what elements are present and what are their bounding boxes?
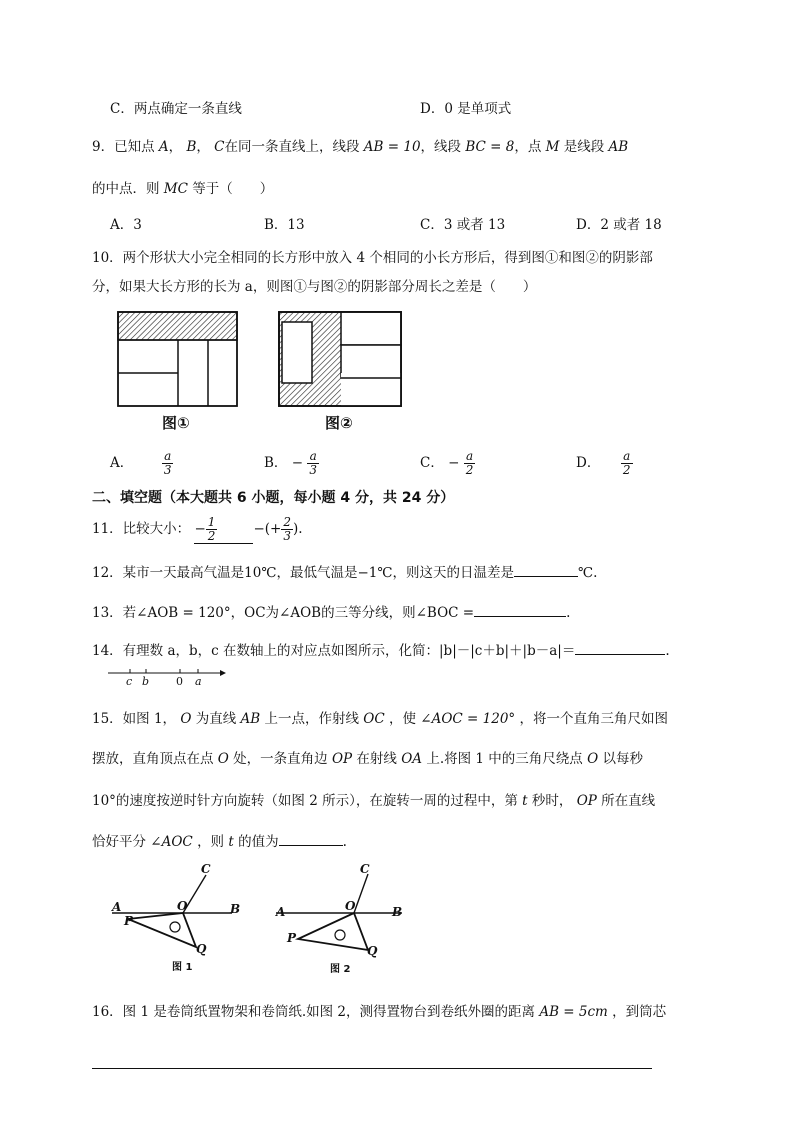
- q15-text: 在射线: [356, 751, 397, 767]
- q16-text: ，到筒芯: [612, 1004, 667, 1020]
- fig1-label-p: P: [124, 914, 134, 928]
- q8-option-d: D．0 是单项式: [420, 101, 512, 117]
- fig1-label-b: B: [230, 902, 241, 916]
- point-b: B: [186, 139, 197, 155]
- option-label: B．: [264, 455, 288, 471]
- section-2-title: 二、填空题（本大题共 6 小题，每小题 4 分，共 24 分）: [92, 490, 455, 506]
- angle-aoc-value: ∠AOC = 120°: [420, 711, 516, 727]
- q10-line1: 10．两个形状大小完全相同的长方形中放入 4 个相同的小长方形后，得到图①和图②的阴影部: [92, 250, 653, 266]
- numerator: 1: [207, 515, 216, 529]
- q13-text: 13．若∠AOB = 120°，OC为∠AOB的三等分线，则∠BOC =: [92, 605, 475, 621]
- ray-oc: OC: [363, 711, 385, 727]
- q9-text: ，点: [514, 139, 542, 155]
- point-o: O: [180, 711, 192, 727]
- q15-figure-1: [112, 875, 232, 947]
- axis-label-a: a: [195, 675, 202, 688]
- bc-equation: BC = 8: [465, 139, 515, 155]
- q15-text: 处，一条直角边: [233, 751, 328, 767]
- numerator: a: [464, 450, 476, 464]
- q11-end: .: [298, 521, 303, 537]
- denominator: 2: [207, 529, 216, 543]
- fig2-caption: 图 2: [330, 964, 351, 975]
- side-op: OP: [576, 793, 597, 809]
- fig2-label: 图②: [325, 414, 353, 432]
- q15-text: 所在直线: [601, 793, 656, 809]
- fig1-label-c: C: [201, 862, 211, 876]
- q15-text: 秒时，: [531, 793, 573, 809]
- numerator: 2: [283, 515, 291, 529]
- q14-text: 14．有理数 a，b，c 在数轴上的对应点如图所示，化简：|b|－|c＋b|＋|b－a|＝: [92, 643, 576, 659]
- fig2-label-c: C: [360, 862, 370, 876]
- q15-text: ，将一个直角三角尺如图: [519, 711, 668, 727]
- q9-text: 等于（ ）: [192, 181, 274, 197]
- q13-end: .: [566, 605, 571, 621]
- q9-text: ，线段: [420, 139, 462, 155]
- denominator: 3: [309, 463, 317, 477]
- option-label: A．: [110, 455, 134, 471]
- fig2-label-o: O: [345, 899, 356, 913]
- denominator: 3: [163, 463, 172, 477]
- footer-rule: [92, 1068, 652, 1069]
- fig1-label-q: Q: [196, 942, 207, 956]
- ruler-hole-fig2: [335, 930, 345, 940]
- ruler-hole-fig1: [170, 922, 180, 932]
- option-label: D．: [576, 455, 601, 471]
- fig1-label-a: A: [112, 900, 122, 914]
- point-c: C: [214, 139, 225, 155]
- option-label: C．: [420, 455, 444, 471]
- fig1-label: 图①: [162, 414, 190, 432]
- point-m: M: [545, 139, 560, 155]
- q9-number: 9．: [92, 139, 115, 155]
- option-sign: −: [291, 455, 304, 471]
- q12-unit: ℃.: [577, 565, 598, 581]
- segment-ab: AB: [608, 139, 629, 155]
- comma: ，: [196, 139, 210, 155]
- q14-end: .: [665, 643, 670, 659]
- q16: [92, 1000, 666, 1020]
- denominator: 3: [283, 529, 291, 543]
- fig2-label-a: A: [276, 905, 286, 919]
- q15-text: 摆放，直角顶点在点: [92, 751, 214, 767]
- axis-label-c: c: [126, 675, 133, 688]
- axis-label-b: b: [142, 675, 150, 688]
- point-a: A: [158, 139, 169, 155]
- triangle-ruler-fig1: [128, 913, 196, 947]
- ab-equation: AB = 10: [363, 139, 421, 155]
- q9-option-d: D．2 或者 18: [576, 217, 662, 233]
- q9-text: 是线段: [563, 139, 605, 155]
- numerator: a: [162, 450, 174, 464]
- q15-text: 上.将图 1 中的三角尺绕点: [426, 751, 583, 767]
- q15-text: 恰好平分: [92, 834, 146, 850]
- q15-end: .: [342, 834, 347, 850]
- q9-text: 已知点: [114, 139, 155, 155]
- point-o: O: [587, 751, 599, 767]
- axis-label-0: 0: [176, 675, 183, 688]
- q15-text: 上一点，作射线: [264, 711, 359, 727]
- q9-text: 在同一条直线上，线段: [224, 139, 360, 155]
- q15-text: 为直线: [195, 711, 237, 727]
- q9-option-b: B．13: [264, 217, 305, 233]
- q15-text: 的值为: [238, 834, 279, 850]
- fig1-label-o: O: [177, 899, 188, 913]
- fig2-label-q: Q: [367, 944, 378, 958]
- q12-text: 12．某市一天最高气温是10℃，最低气温是−1℃，则这天的日温差是: [92, 565, 514, 581]
- fig1-caption: 图 1: [172, 962, 193, 973]
- comma: ，: [168, 139, 183, 155]
- q10-line2: 分，如果大长方形的长为 a，则图①与图②的阴影部分周长之差是（ ）: [92, 279, 537, 295]
- denominator: 2: [465, 463, 474, 477]
- angle-aoc: ∠AOC: [150, 834, 193, 850]
- q15-text: 10°的速度按逆时针方向旋转（如图 2 所示），在旋转一周的过程中，第: [92, 793, 518, 809]
- fig2-label-p: P: [287, 931, 297, 945]
- q15-text: ，使: [389, 711, 416, 727]
- q9-text: 的中点．则: [92, 181, 160, 197]
- ray-oc-fig2: [354, 874, 368, 913]
- denominator: 2: [622, 463, 631, 477]
- line-ab: AB: [240, 711, 261, 727]
- numerator: a: [621, 450, 633, 464]
- q9-option-a: A．3: [110, 217, 142, 233]
- ray-oa: OA: [401, 751, 423, 767]
- q15-text: 以每秒: [602, 751, 643, 767]
- side-op: OP: [331, 751, 353, 767]
- var-t: t: [228, 834, 234, 850]
- fig2-label-b: B: [392, 905, 403, 919]
- q16-text: 16．图 1 是卷筒纸置物架和卷筒纸.如图 2，测得置物台到卷纸外圈的距离: [92, 1004, 536, 1020]
- minus-sign: −: [194, 521, 206, 537]
- q8-option-c: C．两点确定一条直线: [110, 101, 242, 117]
- q15-text: 15．如图 1，: [92, 711, 177, 727]
- q15-text: ，则: [197, 834, 225, 850]
- option-sign: −: [448, 455, 460, 471]
- numerator: a: [307, 450, 319, 464]
- q11-right-open: −(+: [253, 521, 282, 537]
- q9-option-c: C．3 或者 13: [420, 217, 506, 233]
- triangle-ruler-fig2: [298, 913, 368, 950]
- ab-distance: AB = 5cm: [539, 1004, 608, 1020]
- point-o: O: [217, 751, 229, 767]
- segment-mc: MC: [163, 181, 188, 197]
- var-t: t: [522, 793, 528, 809]
- q11-prefix: 11．比较大小：: [92, 521, 191, 537]
- q11-right-close: ): [292, 521, 299, 537]
